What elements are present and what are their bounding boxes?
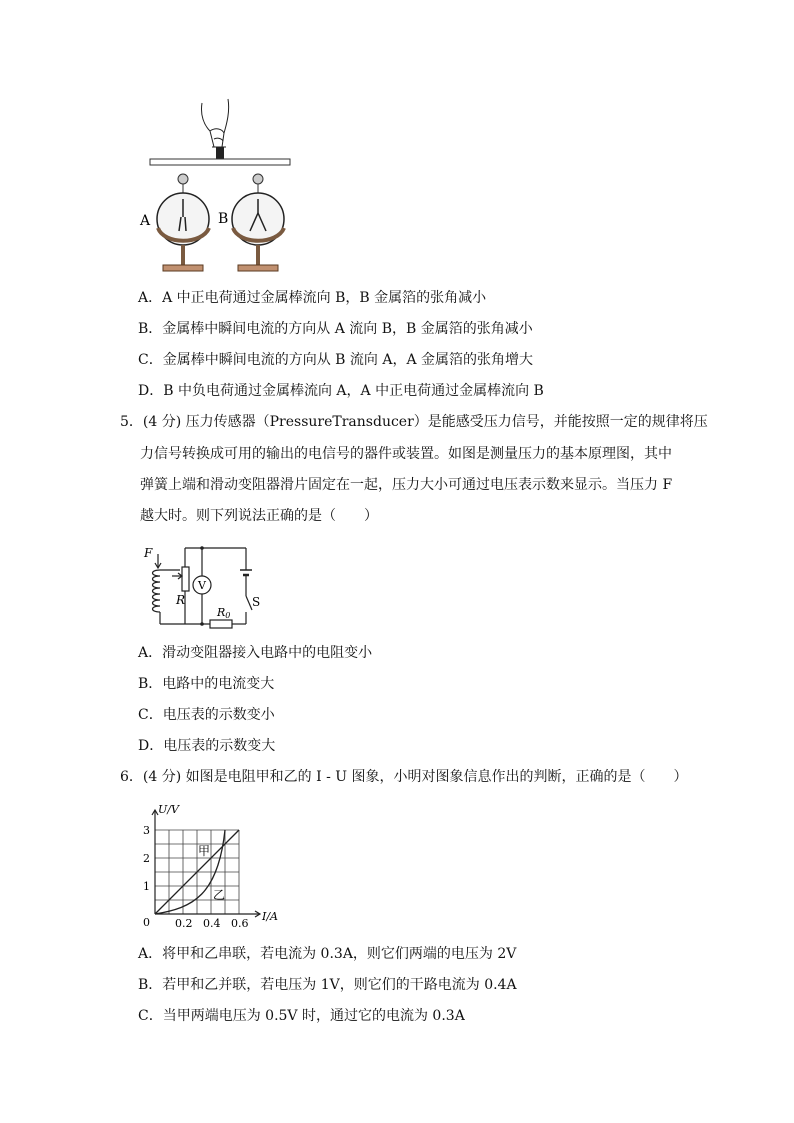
q4-option-b: B．金属棒中瞬间电流的方向从 A 流向 B，B 金属箔的张角减小 xyxy=(138,321,533,337)
q6-stem: 6．(4 分) 如图是电阻甲和乙的 I - U 图象，小明对图象信息作出的判断，正确的是（ ） xyxy=(120,769,688,785)
q5-option-c: C．电压表的示数变小 xyxy=(138,707,275,723)
q5-option-b: B．电路中的电流变大 xyxy=(138,676,275,692)
origin-label: 0 xyxy=(143,916,150,929)
y-tick-1: 1 xyxy=(143,880,150,893)
spring-icon xyxy=(153,570,161,612)
x-tick-0.2: 0.2 xyxy=(175,917,193,930)
resistor-label: R xyxy=(176,593,186,607)
y-axis-label: U/V xyxy=(158,803,179,816)
hand-icon xyxy=(201,99,228,147)
q6-option-a: A．将甲和乙串联，若电流为 0.3A，则它们两端的电压为 2V xyxy=(138,946,517,962)
x-tick-0.4: 0.4 xyxy=(203,917,221,930)
r0-label: R0 xyxy=(217,606,231,620)
series-label-jia: 甲 xyxy=(198,844,211,858)
switch-label: S xyxy=(252,595,261,609)
series-label-yi: 乙 xyxy=(213,888,226,902)
y-tick-2: 2 xyxy=(143,852,150,865)
q5-stem-line-4: 越大时。则下列说法正确的是（ ） xyxy=(140,508,378,524)
iu-graph xyxy=(138,800,288,930)
x-axis-label: I/A xyxy=(262,910,278,923)
voltmeter-label: V xyxy=(198,579,206,592)
variable-resistor xyxy=(182,567,189,591)
label-b: B xyxy=(218,211,229,227)
q5-stem-line-1: 5．(4 分) 压力传感器（PressureTransducer）是能感受压力信号，并能按照一定的规律将压 xyxy=(120,414,708,430)
force-label: F xyxy=(144,546,153,560)
insulated-handle xyxy=(216,147,224,159)
electroscope-figure xyxy=(130,95,300,280)
q4-option-a: A．A 中正电荷通过金属棒流向 B，B 金属箔的张角减小 xyxy=(138,290,487,306)
metal-rod xyxy=(150,159,290,165)
electroscope-b xyxy=(232,174,284,271)
y-tick-3: 3 xyxy=(143,824,150,837)
electroscope-a xyxy=(157,174,209,271)
q5-stem-line-2: 力信号转换成可用的输出的电信号的器件或装置。如图是测量压力的基本原理图，其中 xyxy=(140,446,672,462)
label-a: A xyxy=(140,213,151,229)
q6-option-c: C．当甲两端电压为 0.5V 时，通过它的电流为 0.3A xyxy=(138,1008,465,1024)
q6-option-b: B．若甲和乙并联，若电压为 1V，则它们的干路电流为 0.4A xyxy=(138,977,517,993)
q5-option-d: D．电压表的示数变大 xyxy=(138,738,276,754)
x-tick-0.6: 0.6 xyxy=(231,917,249,930)
q5-stem-line-3: 弹簧上端和滑动变阻器滑片固定在一起，压力大小可通过电压表示数来显示。当压力 F xyxy=(140,477,673,493)
q4-option-d: D．B 中负电荷通过金属棒流向 A，A 中正电荷通过金属棒流向 B xyxy=(138,383,544,399)
q4-option-c: C．金属棒中瞬间电流的方向从 B 流向 A，A 金属箔的张角增大 xyxy=(138,352,534,368)
pressure-circuit-figure xyxy=(138,540,273,630)
fixed-resistor-r0 xyxy=(210,620,232,628)
q5-option-a: A．滑动变阻器接入电路中的电阻变小 xyxy=(138,645,373,661)
